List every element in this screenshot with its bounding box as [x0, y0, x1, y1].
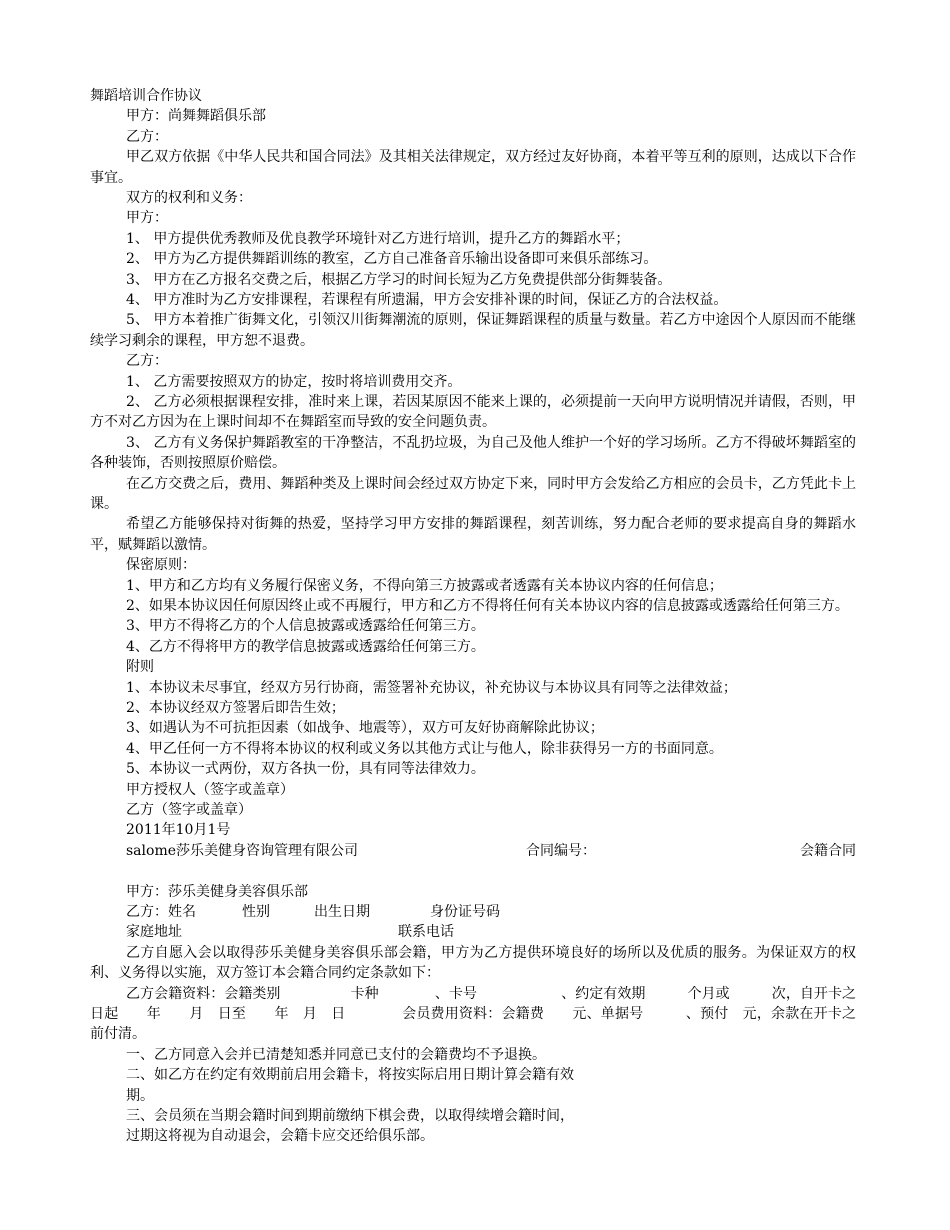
club-party-a: 甲方：莎乐美健身美容俱乐部 [126, 883, 308, 900]
contract-header [90, 841, 856, 861]
party-a-item: 2、 甲方为乙方提供舞蹈训练的教室，乙方自己准备音乐输出设备即可来俱乐部练习。 [126, 251, 658, 268]
address-label: 家庭地址 [126, 924, 182, 941]
party-b-item: 1、 乙方需要按照双方的协定，按时将培训费用交齐。 [126, 373, 462, 390]
party-a-item: 5、 甲方本着推广街舞文化，引领汉川街舞潮流的原则，保证舞蹈课程的质量与数量。若乙方中途因个人原因而不能继续学习剩余的课程，甲方恕不退费。 [90, 312, 856, 349]
party-a: 甲方：尚舞舞蹈俱乐部 [126, 108, 266, 125]
supplementary-item: 1、本协议未尽事宜，经双方另行协商，需签署补充协议，补充协议与本协议具有同等之法律效益； [126, 679, 737, 696]
signature-party-a: 甲方授权人（签字或盖章） [126, 781, 294, 798]
confidentiality-item: 1、甲方和乙方均有义务履行保密义务，不得向第三方披露或者透露有关本协议内容的任何信息； [126, 577, 723, 594]
clause-2: 二、如乙方在约定有效期前启用会籍卡，将按实际启用日期计算会籍有效 [126, 1067, 574, 1084]
supplementary-item: 3、如遇认为不可抗拒因素（如战争、地震等），双方可友好协商解除此协议； [126, 720, 604, 737]
party-b-heading: 乙方： [126, 353, 168, 370]
party-a-item: 1、 甲方提供优秀教师及优良教学环境针对乙方进行培训，提升乙方的舞蹈水平； [126, 230, 630, 247]
doc-title: 舞蹈培训合作协议 [90, 88, 202, 104]
contract-intro: 乙方自愿入会以取得莎乐美健身美容俱乐部会籍，甲方为乙方提供环境良好的场所以及优质的服务。为保证双方的权利、义务得以实施，双方签订本会籍合同约定条款如下： [90, 944, 856, 982]
supplementary-item: 4、甲乙任何一方不得将本协议的权利或义务以其他方式让与他人，除非获得另一方的书面同意。 [126, 740, 723, 757]
name-label: 乙方：姓名 [126, 904, 196, 921]
party-a-item: 4、 甲方准时为乙方安排课程，若课程有所遗漏，甲方会安排补课的时间，保证乙方的合法权益。 [126, 291, 728, 308]
party-b-item: 3、 乙方有义务保护舞蹈教室的干净整洁，不乱扔垃圾，为自己及他人维护一个好的学习场所。乙方不得破坏舞蹈室的各种装饰，否则按照原价赔偿。 [90, 434, 856, 472]
confidentiality-item: 2、如果本协议因任何原因终止或不再履行，甲方和乙方不得将任何有关本协议内容的信息披露或透露给任何第三方。 [126, 598, 849, 615]
contact-row [90, 922, 856, 942]
member-info-row [90, 902, 856, 922]
confidentiality-heading: 保密原则： [126, 557, 196, 574]
contract-type: 会籍合同 [800, 842, 856, 859]
rights-heading: 双方的权利和义务： [126, 189, 252, 206]
company-name: salome莎乐美健身咨询管理有限公司 [126, 842, 358, 859]
id-number-label: 身份证号码 [430, 904, 500, 921]
clause-2-cont: 期。 [126, 1087, 154, 1104]
phone-label: 联系电话 [398, 924, 454, 941]
signature-party-b: 乙方（签字或盖章） [126, 802, 252, 819]
clause-1: 一、乙方同意入会并已清楚知悉并同意已支付的会籍费均不予退换。 [126, 1046, 546, 1063]
gender-label: 性别 [242, 904, 270, 921]
clause-3: 三、会员须在当期会籍时间到期前缴纳下棋会费，以取得续增会籍时间， [126, 1108, 574, 1125]
membership-card-paragraph: 在乙方交费之后，费用、舞蹈种类及上课时间会经过双方协定下来，同时甲方会发给乙方相应的会员卡，乙方凭此卡上课。 [90, 475, 856, 513]
agreement-date: 2011年10月1号 [126, 822, 231, 839]
party-a-item: 3、 甲方在乙方报名交费之后，根据乙方学习的时间长短为乙方免费提供部分街舞装备。 [126, 271, 672, 288]
party-a-heading: 甲方： [126, 210, 168, 227]
party-b: 乙方： [126, 128, 168, 145]
membership-details: 乙方会籍资料：会籍类别 卡种 、卡号 、约定有效期 个月或 次，自开卡之日起 年 月 日至 年 月 日 会员费用资料：会籍费 元、单据号 、预付 元，余款在开卡之前付清。 [90, 985, 856, 1043]
intro-paragraph: 甲乙双方依据《中华人民共和国合同法》及其相关法律规定，双方经过友好协商，本着平等互利的原则，达成以下合作事宜。 [90, 149, 856, 186]
confidentiality-item: 4、乙方不得将甲方的教学信息披露或透露给任何第三方。 [126, 638, 485, 655]
birth-date-label: 出生日期 [314, 904, 370, 921]
hope-paragraph: 希望乙方能够保持对街舞的热爱，坚持学习甲方安排的舞蹈课程，刻苦训练，努力配合老师的要求提高自身的舞蹈水平，赋舞蹈以激情。 [90, 516, 856, 553]
contract-number-label: 合同编号： [526, 842, 596, 859]
party-b-item: 2、 乙方必须根据课程安排，准时来上课，若因某原因不能来上课的，必须提前一天向甲方说明情况并请假，否则，甲方不对乙方因为在上课时间却不在舞蹈室而导致的安全问题负责。 [90, 394, 856, 431]
clause-3-cont: 过期这将视为自动退会，会籍卡应交还给俱乐部。 [126, 1128, 434, 1145]
supplementary-heading: 附则 [126, 659, 154, 676]
confidentiality-item: 3、甲方不得将乙方的个人信息披露或透露给任何第三方。 [126, 618, 485, 635]
supplementary-item: 5、本协议一式两份，双方各执一份，具有同等法律效力。 [126, 761, 485, 778]
document-page [90, 86, 856, 1147]
supplementary-item: 2、本协议经双方签署后即告生效； [126, 700, 345, 717]
